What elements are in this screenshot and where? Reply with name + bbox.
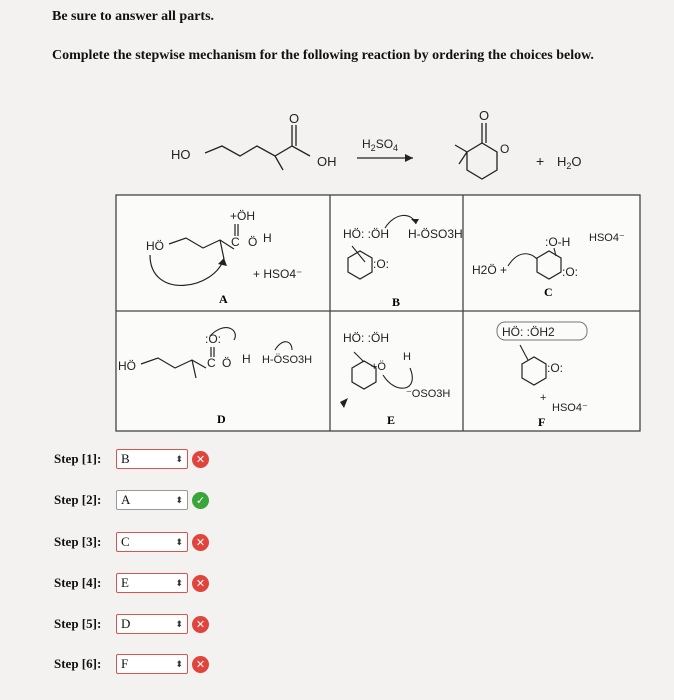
choice-a-letter: A (219, 292, 228, 306)
step-6-label: Step [6]: (54, 656, 102, 671)
step-row-3 (54, 530, 209, 554)
step-1-label: Step [1]: (54, 451, 102, 466)
step-6-value: F (121, 656, 129, 671)
step-row-2 (54, 488, 209, 512)
choice-f-ring-o: :O: (547, 361, 564, 375)
choice-c-hso4: HSO4⁻ (589, 232, 625, 244)
step-2-select[interactable] (116, 490, 188, 510)
choice-c-letter: C (544, 285, 553, 299)
product-carbonyl-o: O (479, 108, 490, 123)
step-5-select[interactable] (116, 614, 188, 634)
step-6-select[interactable] (116, 654, 188, 674)
step-row-6 (54, 652, 209, 676)
chevron-updown-icon: ⬍ (175, 577, 183, 588)
plus-sign: + (536, 153, 545, 169)
choice-b-carbonyl: :O: (373, 257, 390, 271)
step-4-value: E (121, 575, 129, 590)
wrong-icon: ✕ (192, 575, 209, 592)
step-3-select[interactable] (116, 532, 188, 552)
chevron-updown-icon: ⬍ (175, 453, 183, 464)
wrong-icon: ✕ (192, 656, 209, 673)
reaction-scheme (171, 108, 582, 179)
step-3-label: Step [3]: (54, 534, 102, 549)
water-label: $H_2O$ (557, 154, 582, 171)
choice-f-hso4: HSO4⁻ (552, 402, 588, 414)
choice-a-c: C (231, 235, 240, 249)
chevron-updown-icon: ⬍ (175, 536, 183, 547)
choice-a-oh-plus: +ÖH (230, 209, 256, 223)
step-5-value: D (121, 616, 131, 631)
choice-c-oh: :O-H (545, 235, 571, 249)
step-5-label: Step [5]: (54, 616, 102, 631)
step-row-1 (54, 447, 209, 471)
choice-e-oplus: +Ö (371, 361, 386, 373)
product-ring-o: O (500, 142, 510, 156)
wrong-icon: ✕ (192, 451, 209, 468)
step-2-value: A (121, 492, 131, 507)
chevron-updown-icon: ⬍ (175, 658, 183, 669)
choice-a-o: Ö (248, 235, 258, 249)
choice-e-diol: HÖ: :ÖH (343, 331, 390, 345)
choice-d-o2: Ö (222, 356, 232, 370)
choice-b-diol: HÖ: :ÖH (343, 227, 390, 241)
choice-d-o: :O: (205, 332, 222, 346)
step-4-select[interactable] (116, 573, 188, 593)
step-3-value: C (121, 534, 130, 549)
instruction-line-1: Be sure to answer all parts. (52, 9, 215, 24)
step-1-value: B (121, 451, 130, 466)
choice-a-ho: HÖ (146, 239, 164, 253)
choice-f-plus: + (540, 392, 547, 404)
choice-d-c: C (207, 356, 216, 370)
reactant-oh-label: OH (317, 154, 337, 169)
choice-d-acid: H-ÖSO3H (262, 354, 313, 366)
check-icon: ✓ (192, 492, 209, 509)
choice-d-ho: HÖ (118, 359, 136, 373)
chevron-updown-icon: ⬍ (175, 618, 183, 629)
choice-b-acid: H-ÖSO3H (408, 227, 463, 241)
step-row-5 (54, 612, 209, 636)
choice-a-hso4: + HSO4⁻ (253, 267, 303, 281)
reactant-chain (205, 146, 310, 156)
choice-c-water: H2Ö + (472, 263, 508, 277)
chevron-updown-icon: ⬍ (175, 494, 183, 505)
choice-e-letter: E (387, 413, 396, 427)
reagent-label: $H_2SO_4$ (362, 137, 399, 153)
choice-c-ring-o: :O: (562, 265, 579, 279)
choice-b-letter: B (392, 295, 401, 309)
instruction-line-2: Complete the stepwise mechanism for the following reaction by ordering the choices below. (52, 48, 594, 63)
choice-e-base: ⁻OSO3H (406, 388, 451, 400)
choice-d-letter: D (217, 412, 226, 426)
product-ring (467, 143, 497, 179)
wrong-icon: ✕ (192, 616, 209, 633)
step-1-select[interactable] (116, 449, 188, 469)
wrong-icon: ✕ (192, 534, 209, 551)
step-row-4 (54, 571, 209, 595)
choice-f-letter: F (538, 415, 546, 429)
choice-f-diol: HÖ: :ÖH2 (502, 325, 555, 339)
choice-d-h: H (242, 352, 251, 366)
reactant-ho-label: HO (171, 147, 191, 162)
step-4-label: Step [4]: (54, 575, 102, 590)
reactant-carbonyl-o: O (289, 111, 300, 126)
step-2-label: Step [2]: (54, 492, 102, 507)
choice-e-h: H (403, 351, 411, 363)
choice-a-h: H (263, 231, 272, 245)
